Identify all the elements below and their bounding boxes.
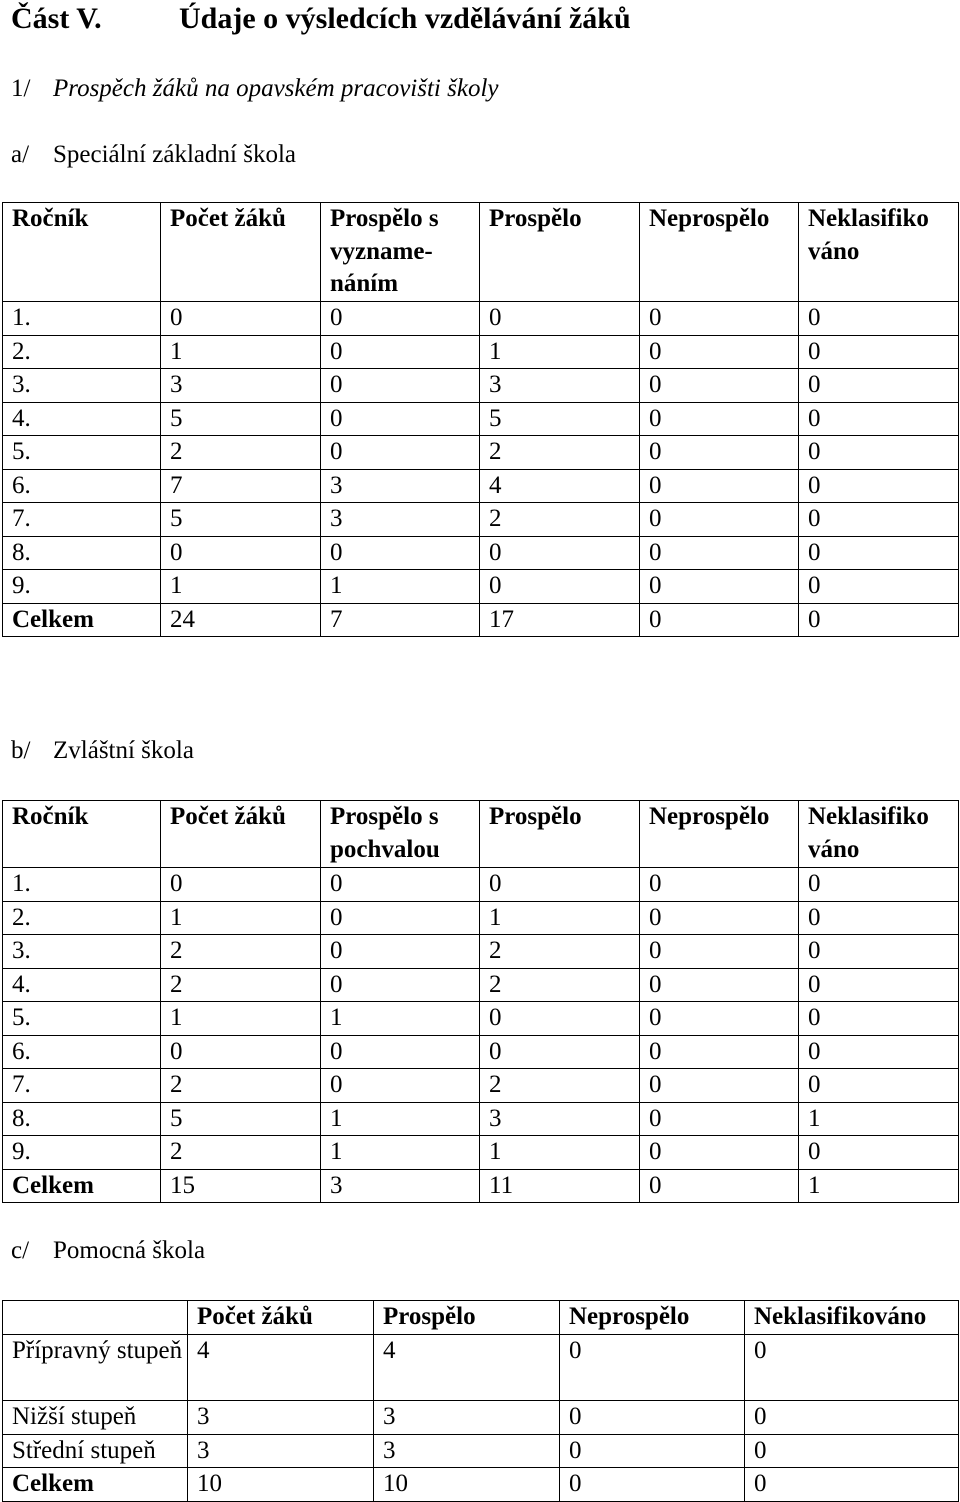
table-cell: 0 <box>799 968 959 1002</box>
table-row <box>3 536 959 570</box>
column-header: Ročník <box>3 203 161 302</box>
table-cell: 4 <box>188 1335 374 1401</box>
table-cell: 0 <box>560 1468 745 1502</box>
table-row <box>3 469 959 503</box>
section-b-prefix: b/ <box>11 737 31 764</box>
table-cell: 0 <box>640 1102 799 1136</box>
table-row <box>3 335 959 369</box>
column-header: Neprospělo <box>560 1301 745 1335</box>
table-cell: 7 <box>161 469 321 503</box>
table-cell: 0 <box>640 536 799 570</box>
section-b-title: Zvláštní škola <box>53 737 194 764</box>
table-cell: 5. <box>3 436 161 470</box>
table-cell: 4 <box>480 469 640 503</box>
section-b-heading <box>11 737 194 765</box>
table-cell: 10 <box>374 1468 560 1502</box>
table-cell: 0 <box>799 469 959 503</box>
table-row <box>3 603 959 637</box>
heading-title: Údaje o výsledcích vzdělávání žáků <box>179 2 631 35</box>
table-row <box>3 935 959 969</box>
table-cell: 0 <box>640 469 799 503</box>
table-cell: 0 <box>799 603 959 637</box>
table-cell: 3. <box>3 369 161 403</box>
table-cell: 1 <box>480 1136 640 1170</box>
table-cell: 0 <box>745 1434 959 1468</box>
column-header: Neklasifiko váno <box>799 203 959 302</box>
table-cell: 1 <box>480 335 640 369</box>
table-cell: 11 <box>480 1169 640 1203</box>
table-cell: 0 <box>799 369 959 403</box>
table-row <box>3 901 959 935</box>
table-c <box>2 1300 959 1502</box>
table-cell: 4. <box>3 968 161 1002</box>
table-cell: 1 <box>799 1169 959 1203</box>
table-cell: 3 <box>321 503 480 537</box>
table-cell: 0 <box>161 1035 321 1069</box>
table-cell: 2 <box>480 503 640 537</box>
table-row <box>3 1002 959 1036</box>
table-row <box>3 369 959 403</box>
table-cell: 2 <box>480 1069 640 1103</box>
table-cell: 0 <box>640 968 799 1002</box>
table-cell: 17 <box>480 603 640 637</box>
table-cell: 0 <box>321 369 480 403</box>
table-cell: 9. <box>3 570 161 604</box>
table-cell: 1 <box>161 1002 321 1036</box>
table-cell: Střední stupeň <box>3 1434 188 1468</box>
table-cell: Přípravný stupeň <box>3 1335 188 1401</box>
table-cell: Celkem <box>3 1169 161 1203</box>
table-cell: 0 <box>640 570 799 604</box>
table-cell: 0 <box>799 402 959 436</box>
table-cell: 5 <box>480 402 640 436</box>
table-cell: 2. <box>3 901 161 935</box>
table-cell: 1 <box>321 570 480 604</box>
table-cell: 0 <box>321 901 480 935</box>
table-cell: 0 <box>480 570 640 604</box>
table-cell: 6. <box>3 469 161 503</box>
table-row <box>3 1434 959 1468</box>
table-cell: 0 <box>321 402 480 436</box>
table-row <box>3 1169 959 1203</box>
table-cell: 3 <box>374 1401 560 1435</box>
table-cell: 3 <box>321 1169 480 1203</box>
table-cell: 0 <box>799 536 959 570</box>
table-header-row <box>3 801 959 868</box>
table-header-row <box>3 203 959 302</box>
table-row <box>3 968 959 1002</box>
table-cell: 0 <box>161 536 321 570</box>
table-cell: 3 <box>480 1102 640 1136</box>
table-row <box>3 402 959 436</box>
table-cell: 0 <box>560 1401 745 1435</box>
table-cell: Nižší stupeň <box>3 1401 188 1435</box>
column-header: Počet žáků <box>161 801 321 868</box>
table-cell: 0 <box>480 536 640 570</box>
table-cell: 3 <box>188 1401 374 1435</box>
table-cell: 2. <box>3 335 161 369</box>
table-cell: 0 <box>321 536 480 570</box>
table-cell: 0 <box>321 1069 480 1103</box>
table-cell: 0 <box>161 868 321 902</box>
table-row <box>3 868 959 902</box>
table-b <box>2 800 959 1203</box>
table-cell: 3. <box>3 935 161 969</box>
table-row <box>3 1335 959 1401</box>
table-cell: 0 <box>560 1434 745 1468</box>
column-header: Neprospělo <box>640 203 799 302</box>
column-header: Neklasifikováno <box>745 1301 959 1335</box>
section-c-title: Pomocná škola <box>53 1237 206 1264</box>
table-row <box>3 1069 959 1103</box>
column-header: Neklasifiko váno <box>799 801 959 868</box>
table-cell: 0 <box>640 503 799 537</box>
table-cell: 0 <box>640 302 799 336</box>
table-cell: 0 <box>799 503 959 537</box>
section-1-prefix: 1/ <box>11 75 31 102</box>
table-cell: 3 <box>321 469 480 503</box>
section-a-prefix: a/ <box>11 141 30 168</box>
table-cell: 3 <box>161 369 321 403</box>
table-cell: 0 <box>480 302 640 336</box>
table-row <box>3 1401 959 1435</box>
table-cell: 0 <box>799 868 959 902</box>
section-a-heading <box>11 141 296 169</box>
table-cell: 1 <box>161 335 321 369</box>
table-cell: 6. <box>3 1035 161 1069</box>
table-cell: 4. <box>3 402 161 436</box>
table-cell: 0 <box>321 968 480 1002</box>
column-header: Ročník <box>3 801 161 868</box>
table-cell: 1 <box>161 901 321 935</box>
table-cell: 0 <box>799 570 959 604</box>
column-header: Prospělo <box>480 203 640 302</box>
table-cell: 1. <box>3 868 161 902</box>
table-cell: 0 <box>799 1035 959 1069</box>
table-cell: 0 <box>480 868 640 902</box>
table-row <box>3 503 959 537</box>
table-cell: 0 <box>799 302 959 336</box>
table-row <box>3 1035 959 1069</box>
table-cell: 0 <box>161 302 321 336</box>
table-cell: 4 <box>374 1335 560 1401</box>
table-cell: 0 <box>799 901 959 935</box>
table-row <box>3 1102 959 1136</box>
table-cell: 0 <box>321 935 480 969</box>
column-header: Prospělo <box>480 801 640 868</box>
table-cell: 8. <box>3 536 161 570</box>
column-header: Počet žáků <box>188 1301 374 1335</box>
table-cell: 0 <box>640 1136 799 1170</box>
table-cell: 1 <box>161 570 321 604</box>
table-cell: 1 <box>321 1102 480 1136</box>
table-cell: 3 <box>480 369 640 403</box>
table-cell: 0 <box>640 1002 799 1036</box>
table-row <box>3 570 959 604</box>
section-1-heading <box>11 75 499 103</box>
table-row <box>3 1468 959 1502</box>
table-cell: 7. <box>3 503 161 537</box>
table-cell: 0 <box>640 603 799 637</box>
table-cell: 0 <box>321 335 480 369</box>
table-cell: 0 <box>640 436 799 470</box>
table-a <box>2 202 959 637</box>
table-cell: 1 <box>799 1102 959 1136</box>
table-cell: 0 <box>321 1035 480 1069</box>
table-cell: 0 <box>640 335 799 369</box>
table-cell: 2 <box>161 1069 321 1103</box>
table-cell: 7. <box>3 1069 161 1103</box>
table-cell: 0 <box>321 868 480 902</box>
table-cell: 0 <box>321 436 480 470</box>
table-cell: 5 <box>161 1102 321 1136</box>
table-cell: 0 <box>480 1002 640 1036</box>
table-cell: 2 <box>161 436 321 470</box>
table-cell: 3 <box>188 1434 374 1468</box>
table-cell: 0 <box>640 369 799 403</box>
table-cell: 0 <box>799 1136 959 1170</box>
page-heading <box>11 2 631 36</box>
table-cell: 0 <box>640 402 799 436</box>
table-cell: 1 <box>321 1136 480 1170</box>
table-cell: 0 <box>745 1401 959 1435</box>
table-cell: 1 <box>480 901 640 935</box>
table-cell: 0 <box>640 868 799 902</box>
table-cell: 0 <box>640 901 799 935</box>
section-a-title: Speciální základní škola <box>53 141 296 168</box>
table-cell: 0 <box>745 1335 959 1401</box>
table-cell: 0 <box>640 1069 799 1103</box>
table-cell: 0 <box>799 335 959 369</box>
table-cell: 15 <box>161 1169 321 1203</box>
part-label: Část V. <box>11 2 102 35</box>
table-cell: 5. <box>3 1002 161 1036</box>
table-header-row <box>3 1301 959 1335</box>
table-cell: 5 <box>161 402 321 436</box>
column-header: Prospělo s vyzname-náním <box>321 203 480 302</box>
table-cell: 2 <box>480 436 640 470</box>
column-header <box>3 1301 188 1335</box>
table-cell: 2 <box>161 1136 321 1170</box>
table-cell: 5 <box>161 503 321 537</box>
table-cell: 9. <box>3 1136 161 1170</box>
table-cell: 0 <box>799 935 959 969</box>
table-cell: Celkem <box>3 1468 188 1502</box>
table-cell: 2 <box>480 935 640 969</box>
table-cell: 0 <box>799 436 959 470</box>
table-cell: 10 <box>188 1468 374 1502</box>
table-cell: 0 <box>640 935 799 969</box>
table-cell: 0 <box>799 1002 959 1036</box>
table-cell: 0 <box>640 1169 799 1203</box>
table-cell: 0 <box>745 1468 959 1502</box>
section-1-title: Prospěch žáků na opavském pracovišti školy <box>53 75 499 102</box>
section-c-heading <box>11 1237 205 1265</box>
table-row <box>3 302 959 336</box>
column-header: Prospělo s pochvalou <box>321 801 480 868</box>
table-cell: 0 <box>640 1035 799 1069</box>
column-header: Prospělo <box>374 1301 560 1335</box>
table-cell: 0 <box>560 1335 745 1401</box>
table-cell: 0 <box>321 302 480 336</box>
table-cell: 2 <box>161 968 321 1002</box>
column-header: Počet žáků <box>161 203 321 302</box>
table-cell: 0 <box>480 1035 640 1069</box>
table-cell: 1. <box>3 302 161 336</box>
table-row <box>3 1136 959 1170</box>
table-cell: 3 <box>374 1434 560 1468</box>
table-cell: 24 <box>161 603 321 637</box>
section-c-prefix: c/ <box>11 1237 30 1264</box>
table-row <box>3 436 959 470</box>
table-cell: Celkem <box>3 603 161 637</box>
table-cell: 2 <box>480 968 640 1002</box>
table-cell: 0 <box>799 1069 959 1103</box>
column-header: Neprospělo <box>640 801 799 868</box>
table-cell: 7 <box>321 603 480 637</box>
table-cell: 8. <box>3 1102 161 1136</box>
table-cell: 2 <box>161 935 321 969</box>
table-cell: 1 <box>321 1002 480 1036</box>
